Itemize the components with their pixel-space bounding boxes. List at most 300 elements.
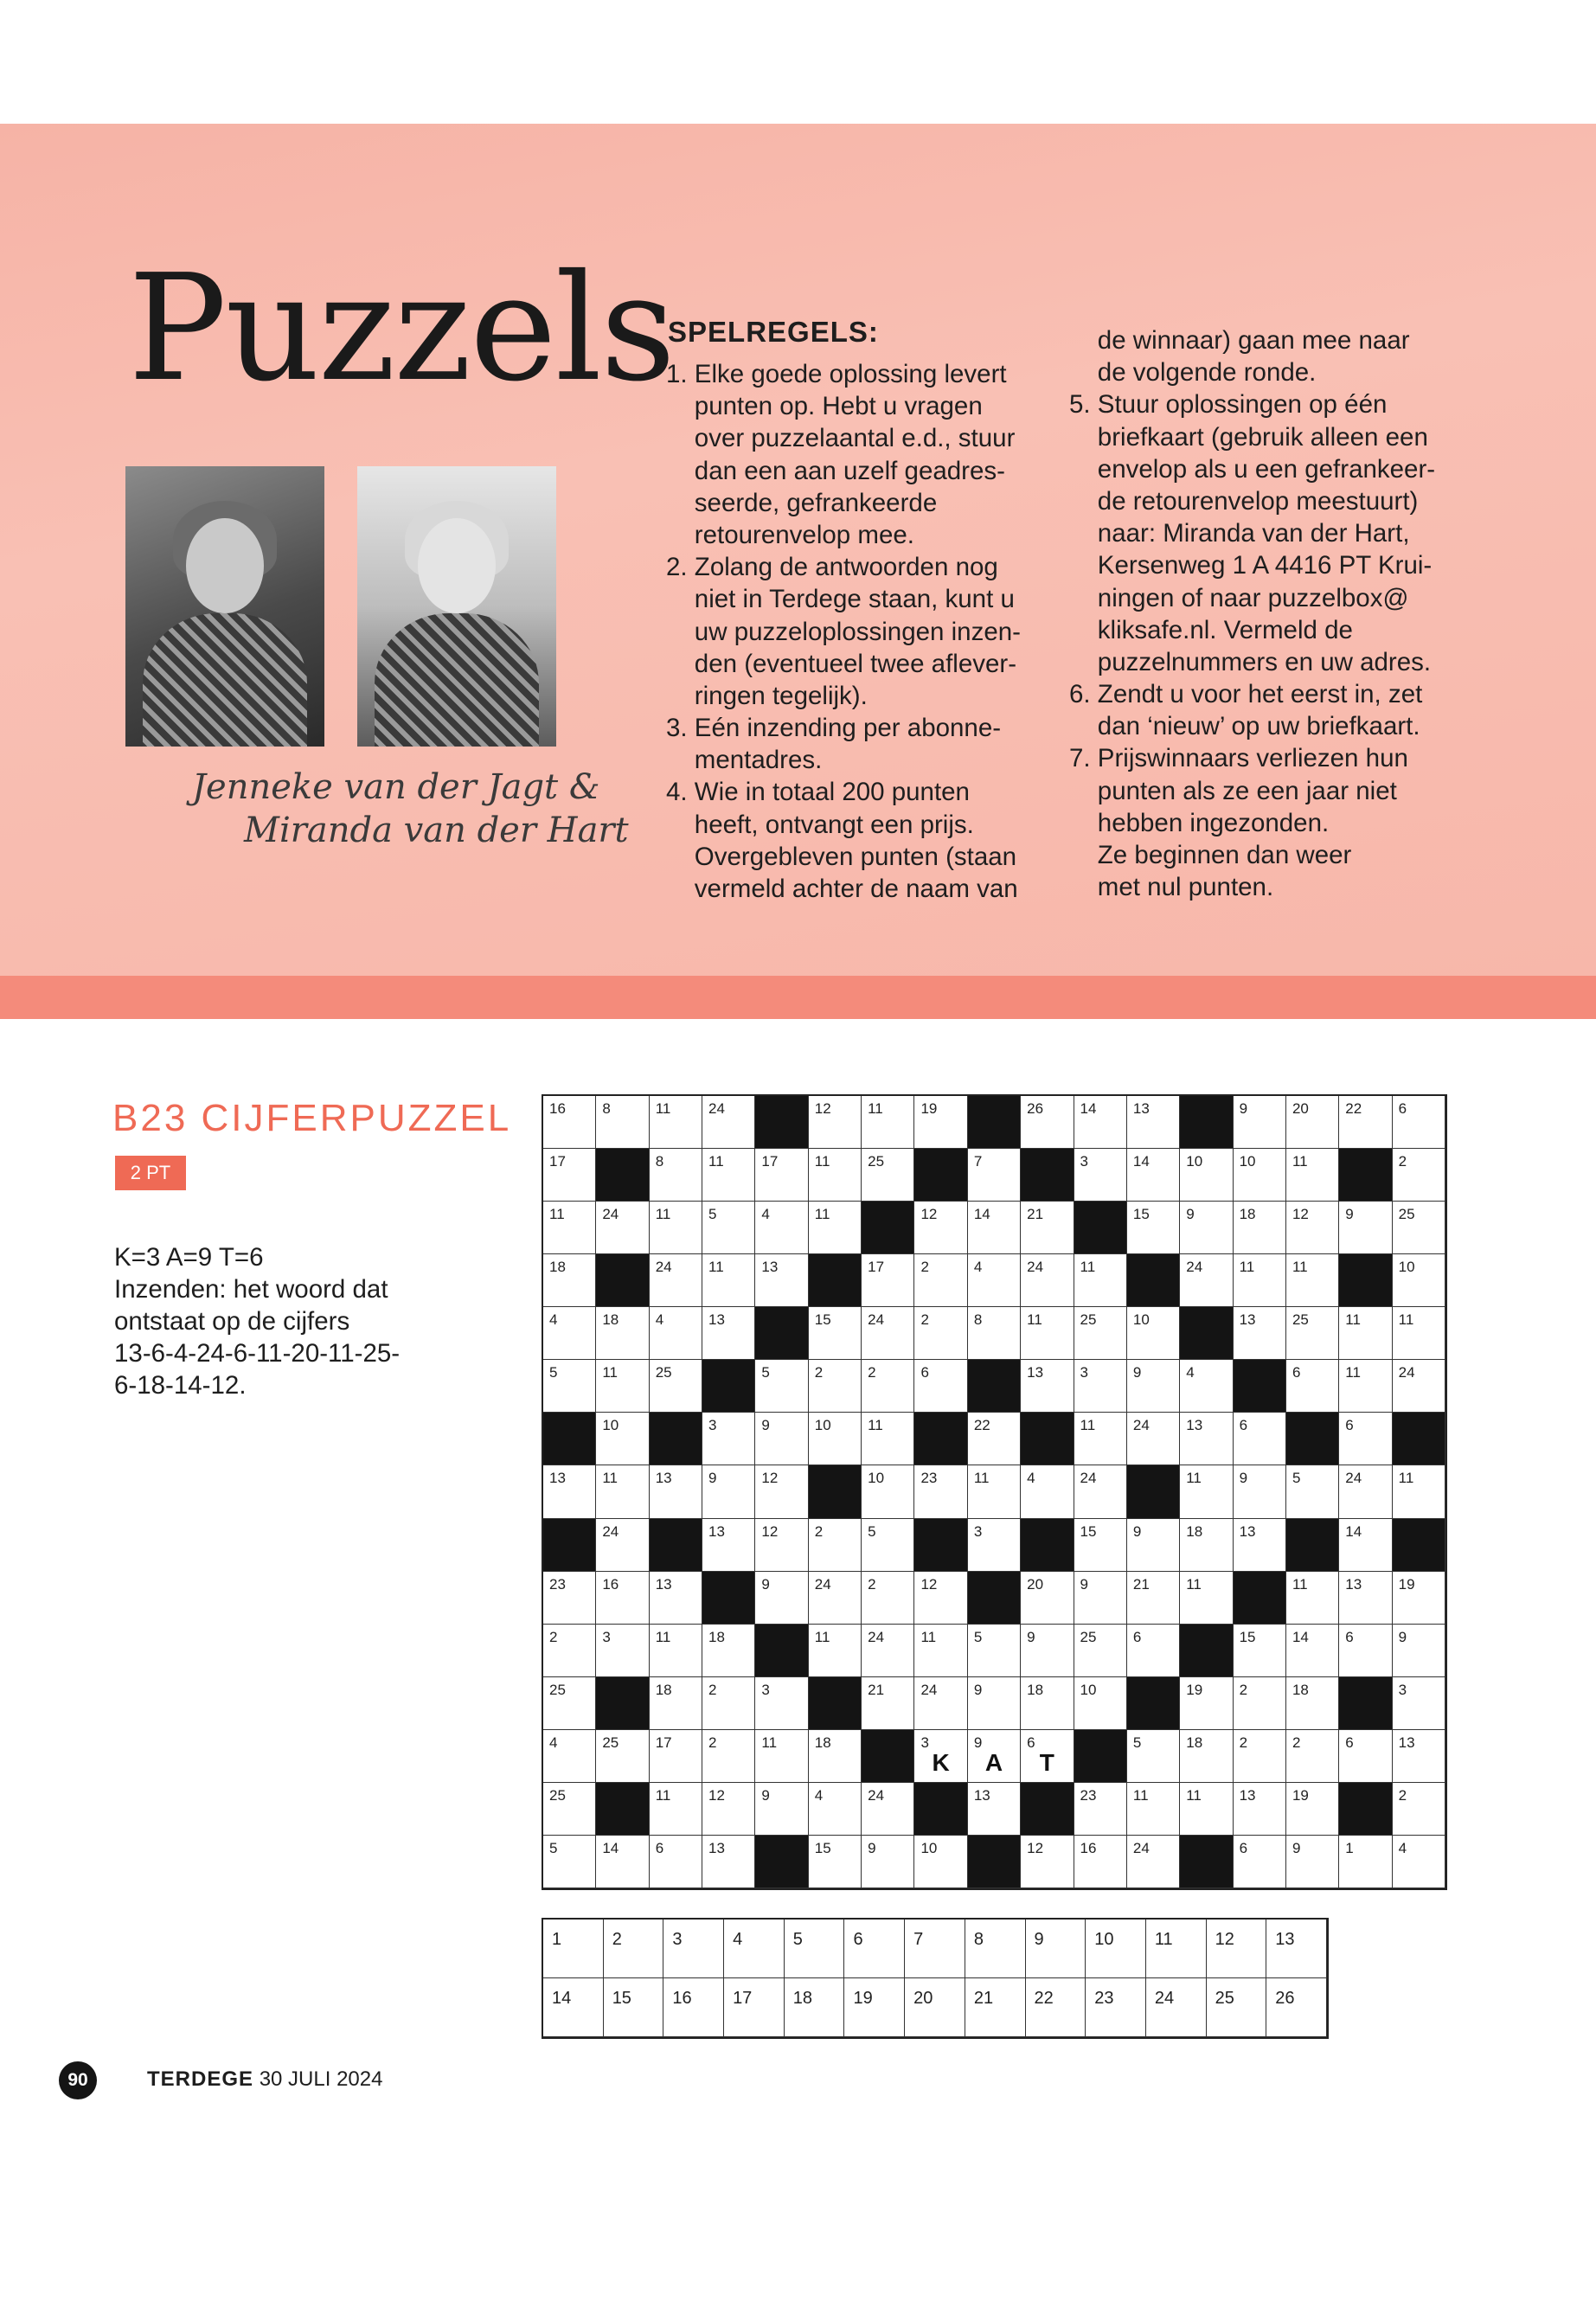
grid-cell[interactable] bbox=[968, 1677, 1021, 1730]
page-title: Puzzels bbox=[128, 243, 675, 414]
grid-cell[interactable] bbox=[914, 1677, 967, 1730]
grid-cell[interactable] bbox=[543, 1783, 596, 1836]
grid-cell[interactable] bbox=[702, 1413, 755, 1465]
grid-cell[interactable] bbox=[1180, 1202, 1233, 1254]
grid-cell[interactable] bbox=[596, 1202, 649, 1254]
grid-cell[interactable] bbox=[1393, 1096, 1445, 1149]
grid-cell[interactable] bbox=[543, 1202, 596, 1254]
grid-cell[interactable] bbox=[1127, 1519, 1180, 1572]
grid-cell[interactable] bbox=[1180, 1730, 1233, 1783]
grid-cell[interactable] bbox=[1074, 1307, 1127, 1360]
solution-cell[interactable] bbox=[1207, 1920, 1267, 1978]
grid-cell[interactable] bbox=[1286, 1836, 1339, 1888]
grid-cell[interactable] bbox=[862, 1307, 914, 1360]
solution-cell[interactable] bbox=[1146, 1978, 1207, 2037]
cell-number: 22 bbox=[973, 1417, 990, 1434]
grid-cell[interactable] bbox=[1074, 1783, 1127, 1836]
grid-cell[interactable] bbox=[543, 1360, 596, 1413]
grid-cell[interactable] bbox=[650, 1836, 702, 1888]
grid-cell[interactable] bbox=[809, 1096, 862, 1149]
grid-cell[interactable] bbox=[1234, 1783, 1286, 1836]
grid-cell[interactable] bbox=[968, 1254, 1021, 1307]
grid-cell[interactable] bbox=[914, 1096, 967, 1149]
black-cell bbox=[702, 1360, 755, 1413]
grid-cell[interactable] bbox=[702, 1783, 755, 1836]
grid-cell[interactable] bbox=[702, 1307, 755, 1360]
cell-number: 13 bbox=[1186, 1417, 1203, 1434]
grid-cell[interactable] bbox=[862, 1254, 914, 1307]
grid-cell[interactable] bbox=[1127, 1202, 1180, 1254]
cell-number: 18 bbox=[549, 1259, 566, 1276]
grid-cell[interactable] bbox=[1180, 1360, 1233, 1413]
grid-cell[interactable] bbox=[914, 1202, 967, 1254]
solution-cell[interactable] bbox=[844, 1920, 905, 1978]
cell-number: 21 bbox=[1027, 1206, 1044, 1223]
grid-cell[interactable] bbox=[968, 1730, 1021, 1783]
grid-cell[interactable] bbox=[543, 1465, 596, 1518]
cell-number: 18 bbox=[1292, 1681, 1309, 1698]
grid-cell[interactable] bbox=[809, 1307, 862, 1360]
grid-cell[interactable] bbox=[914, 1625, 967, 1677]
grid-cell[interactable] bbox=[862, 1677, 914, 1730]
grid-cell[interactable] bbox=[914, 1730, 967, 1783]
grid-cell[interactable] bbox=[1180, 1677, 1233, 1730]
grid-cell[interactable] bbox=[1339, 1625, 1392, 1677]
grid-cell[interactable] bbox=[1393, 1730, 1445, 1783]
grid-cell[interactable] bbox=[596, 1360, 649, 1413]
grid-cell[interactable] bbox=[862, 1465, 914, 1518]
grid-cell[interactable] bbox=[1234, 1730, 1286, 1783]
grid-cell[interactable] bbox=[1074, 1519, 1127, 1572]
cell-number: 15 bbox=[814, 1311, 831, 1329]
grid-cell[interactable] bbox=[1180, 1783, 1233, 1836]
cell-number: 18 bbox=[602, 1311, 619, 1329]
cell-number: 25 bbox=[868, 1153, 885, 1170]
grid-cell[interactable] bbox=[702, 1254, 755, 1307]
grid-cell[interactable] bbox=[914, 1836, 967, 1888]
grid-cell[interactable] bbox=[755, 1783, 808, 1836]
black-cell bbox=[809, 1254, 862, 1307]
grid-cell[interactable] bbox=[543, 1677, 596, 1730]
grid-cell[interactable] bbox=[1339, 1202, 1392, 1254]
grid-cell[interactable] bbox=[862, 1413, 914, 1465]
grid-cell[interactable] bbox=[1021, 1730, 1074, 1783]
grid-cell[interactable] bbox=[702, 1202, 755, 1254]
solution-cell[interactable] bbox=[1266, 1920, 1327, 1978]
grid-cell[interactable] bbox=[809, 1149, 862, 1202]
grid-cell[interactable] bbox=[650, 1254, 702, 1307]
solution-cell[interactable] bbox=[1266, 1978, 1327, 2037]
rule-line: 6. Zendt u voor het eerst in, zet bbox=[1069, 680, 1423, 709]
grid-cell[interactable] bbox=[1180, 1413, 1233, 1465]
solution-cell-number: 21 bbox=[973, 1989, 994, 2008]
grid-cell[interactable] bbox=[809, 1413, 862, 1465]
grid-cell[interactable] bbox=[1393, 1307, 1445, 1360]
grid-cell[interactable] bbox=[1234, 1149, 1286, 1202]
rule-line: ringen tegelijk). bbox=[666, 681, 868, 710]
cell-number: 13 bbox=[655, 1470, 672, 1487]
grid-cell[interactable] bbox=[1127, 1783, 1180, 1836]
grid-cell[interactable] bbox=[543, 1572, 596, 1625]
grid-cell[interactable] bbox=[1021, 1572, 1074, 1625]
black-cell bbox=[968, 1360, 1021, 1413]
grid-cell[interactable] bbox=[650, 1465, 702, 1518]
cell-number: 11 bbox=[973, 1470, 990, 1487]
solution-cell[interactable] bbox=[543, 1920, 604, 1978]
grid-cell[interactable] bbox=[1339, 1413, 1392, 1465]
grid-cell[interactable] bbox=[650, 1572, 702, 1625]
grid-cell[interactable] bbox=[1127, 1413, 1180, 1465]
solution-cell[interactable] bbox=[1086, 1920, 1146, 1978]
grid-cell[interactable] bbox=[543, 1254, 596, 1307]
solution-cell[interactable] bbox=[724, 1978, 785, 2037]
grid-cell[interactable] bbox=[1234, 1465, 1286, 1518]
grid-cell[interactable] bbox=[1286, 1625, 1339, 1677]
photo-miranda bbox=[357, 466, 556, 747]
rule-line: vermeld achter de naam van bbox=[666, 875, 1018, 903]
grid-cell[interactable] bbox=[650, 1307, 702, 1360]
grid-cell[interactable] bbox=[914, 1307, 967, 1360]
cell-number: 6 bbox=[655, 1839, 664, 1856]
grid-cell[interactable] bbox=[1127, 1836, 1180, 1888]
grid-cell[interactable] bbox=[1286, 1149, 1339, 1202]
grid-cell[interactable] bbox=[862, 1572, 914, 1625]
grid-cell[interactable] bbox=[650, 1677, 702, 1730]
grid-cell[interactable] bbox=[1021, 1202, 1074, 1254]
grid-cell[interactable] bbox=[1021, 1360, 1074, 1413]
grid-cell[interactable] bbox=[1234, 1254, 1286, 1307]
solution-cell[interactable] bbox=[965, 1920, 1026, 1978]
grid-cell[interactable] bbox=[968, 1149, 1021, 1202]
grid-cell[interactable] bbox=[1021, 1465, 1074, 1518]
solution-cell[interactable] bbox=[604, 1920, 664, 1978]
grid-cell[interactable] bbox=[755, 1572, 808, 1625]
grid-cell[interactable] bbox=[1339, 1465, 1392, 1518]
grid-cell[interactable] bbox=[968, 1625, 1021, 1677]
grid-cell[interactable] bbox=[1180, 1519, 1233, 1572]
grid-cell[interactable] bbox=[1286, 1677, 1339, 1730]
grid-cell[interactable] bbox=[596, 1307, 649, 1360]
grid-cell[interactable] bbox=[1074, 1360, 1127, 1413]
grid-cell[interactable] bbox=[968, 1202, 1021, 1254]
solution-cell[interactable] bbox=[1086, 1978, 1146, 2037]
grid-cell[interactable] bbox=[968, 1307, 1021, 1360]
grid-cell[interactable] bbox=[1234, 1519, 1286, 1572]
cell-number: 4 bbox=[1027, 1470, 1035, 1487]
solution-cell-number: 14 bbox=[552, 1989, 572, 2008]
grid-cell[interactable] bbox=[1393, 1836, 1445, 1888]
grid-cell[interactable] bbox=[1127, 1149, 1180, 1202]
solution-cell[interactable] bbox=[1026, 1920, 1086, 1978]
grid-cell[interactable] bbox=[1021, 1677, 1074, 1730]
grid-cell[interactable] bbox=[1180, 1149, 1233, 1202]
grid-cell[interactable] bbox=[1286, 1572, 1339, 1625]
grid-cell[interactable] bbox=[1234, 1625, 1286, 1677]
black-cell bbox=[809, 1465, 862, 1518]
grid-cell[interactable] bbox=[809, 1730, 862, 1783]
cell-number: 15 bbox=[814, 1839, 831, 1856]
grid-cell[interactable] bbox=[1286, 1360, 1339, 1413]
cell-number: 3 bbox=[973, 1522, 983, 1540]
solution-cell[interactable] bbox=[905, 1978, 965, 2037]
grid-cell[interactable] bbox=[1021, 1307, 1074, 1360]
grid-cell[interactable] bbox=[543, 1096, 596, 1149]
grid-cell[interactable] bbox=[1234, 1836, 1286, 1888]
cell-number: 4 bbox=[814, 1786, 824, 1804]
cell-number: 14 bbox=[1132, 1153, 1150, 1170]
grid-cell[interactable] bbox=[1074, 1465, 1127, 1518]
grid-cell[interactable] bbox=[543, 1836, 596, 1888]
grid-cell[interactable] bbox=[968, 1783, 1021, 1836]
grid-cell[interactable] bbox=[1234, 1413, 1286, 1465]
solution-cell-number: 9 bbox=[1034, 1930, 1044, 1949]
grid-cell[interactable] bbox=[1234, 1677, 1286, 1730]
grid-cell[interactable] bbox=[1339, 1307, 1392, 1360]
cell-number: 11 bbox=[708, 1259, 724, 1276]
grid-cell[interactable] bbox=[702, 1836, 755, 1888]
grid-cell[interactable] bbox=[809, 1360, 862, 1413]
grid-cell[interactable] bbox=[1234, 1096, 1286, 1149]
black-cell bbox=[596, 1254, 649, 1307]
grid-cell[interactable] bbox=[596, 1465, 649, 1518]
grid-cell[interactable] bbox=[1286, 1465, 1339, 1518]
grid-cell[interactable] bbox=[1339, 1360, 1392, 1413]
cell-number: 4 bbox=[973, 1259, 983, 1276]
grid-cell[interactable] bbox=[1393, 1254, 1445, 1307]
grid-cell[interactable] bbox=[1180, 1254, 1233, 1307]
grid-cell[interactable] bbox=[1234, 1307, 1286, 1360]
black-cell bbox=[596, 1783, 649, 1836]
cell-number: 17 bbox=[549, 1153, 566, 1170]
cell-number: 12 bbox=[761, 1522, 779, 1540]
grid-cell[interactable] bbox=[1074, 1677, 1127, 1730]
grid-cell[interactable] bbox=[1393, 1677, 1445, 1730]
grid-cell[interactable] bbox=[1286, 1254, 1339, 1307]
grid-cell[interactable] bbox=[596, 1519, 649, 1572]
grid-cell[interactable] bbox=[914, 1254, 967, 1307]
puzzle-title: B23 CIJFERPUZZEL bbox=[112, 1097, 512, 1139]
cell-number: 11 bbox=[868, 1100, 883, 1117]
grid-cell[interactable] bbox=[862, 1360, 914, 1413]
grid-cell[interactable] bbox=[755, 1202, 808, 1254]
grid-cell[interactable] bbox=[1127, 1360, 1180, 1413]
cell-number: 25 bbox=[1398, 1206, 1415, 1223]
grid-cell[interactable] bbox=[650, 1730, 702, 1783]
grid-cell[interactable] bbox=[1127, 1307, 1180, 1360]
cell-number: 2 bbox=[814, 1522, 824, 1540]
grid-cell[interactable] bbox=[1074, 1096, 1127, 1149]
rule-line: seerde, gefrankeerde bbox=[666, 488, 938, 517]
grid-cell[interactable] bbox=[650, 1202, 702, 1254]
grid-cell[interactable] bbox=[755, 1730, 808, 1783]
grid-cell[interactable] bbox=[702, 1519, 755, 1572]
black-cell bbox=[755, 1836, 808, 1888]
grid-cell[interactable] bbox=[1339, 1836, 1392, 1888]
grid-cell[interactable] bbox=[862, 1783, 914, 1836]
solution-cell-number: 2 bbox=[612, 1930, 622, 1949]
grid-cell[interactable] bbox=[1393, 1465, 1445, 1518]
cell-letter: A bbox=[984, 1748, 1003, 1776]
grid-cell[interactable] bbox=[1286, 1202, 1339, 1254]
grid-cell[interactable] bbox=[596, 1572, 649, 1625]
grid-cell[interactable] bbox=[1286, 1096, 1339, 1149]
grid-cell[interactable] bbox=[650, 1625, 702, 1677]
grid-cell[interactable] bbox=[702, 1677, 755, 1730]
grid-cell[interactable] bbox=[862, 1096, 914, 1149]
grid-cell[interactable] bbox=[1393, 1625, 1445, 1677]
cell-number: 11 bbox=[1027, 1311, 1042, 1329]
grid-cell[interactable] bbox=[1127, 1096, 1180, 1149]
grid-cell[interactable] bbox=[702, 1465, 755, 1518]
grid-cell[interactable] bbox=[1074, 1149, 1127, 1202]
black-cell bbox=[1074, 1202, 1127, 1254]
grid-cell[interactable] bbox=[755, 1254, 808, 1307]
solution-cell[interactable] bbox=[724, 1920, 785, 1978]
grid-cell[interactable] bbox=[1339, 1096, 1392, 1149]
grid-cell[interactable] bbox=[1180, 1465, 1233, 1518]
grid-cell[interactable] bbox=[1339, 1730, 1392, 1783]
grid-cell[interactable] bbox=[650, 1360, 702, 1413]
cell-number: 8 bbox=[655, 1153, 664, 1170]
grid-cell[interactable] bbox=[543, 1307, 596, 1360]
grid-cell[interactable] bbox=[543, 1625, 596, 1677]
rule-line: puzzelnummers en uw adres. bbox=[1069, 647, 1432, 676]
grid-cell[interactable] bbox=[596, 1413, 649, 1465]
grid-cell[interactable] bbox=[755, 1677, 808, 1730]
solution-cell[interactable] bbox=[1207, 1978, 1267, 2037]
grid-cell[interactable] bbox=[596, 1730, 649, 1783]
grid-cell[interactable] bbox=[862, 1519, 914, 1572]
cell-number: 11 bbox=[1292, 1575, 1308, 1593]
grid-cell[interactable] bbox=[1127, 1572, 1180, 1625]
cell-number: 11 bbox=[1080, 1259, 1096, 1276]
grid-cell[interactable] bbox=[650, 1096, 702, 1149]
solution-cell[interactable] bbox=[965, 1978, 1026, 2037]
grid-cell[interactable] bbox=[1339, 1572, 1392, 1625]
header-stripe bbox=[0, 976, 1596, 1019]
grid-cell[interactable] bbox=[1393, 1572, 1445, 1625]
grid-cell[interactable] bbox=[543, 1149, 596, 1202]
cell-number: 6 bbox=[920, 1364, 929, 1381]
grid-cell[interactable] bbox=[1393, 1202, 1445, 1254]
cell-number: 18 bbox=[814, 1734, 831, 1751]
solution-cell[interactable] bbox=[1026, 1978, 1086, 2037]
grid-cell[interactable] bbox=[968, 1465, 1021, 1518]
grid-cell[interactable] bbox=[1286, 1307, 1339, 1360]
grid-cell[interactable] bbox=[1074, 1625, 1127, 1677]
cell-number: 17 bbox=[655, 1734, 672, 1751]
grid-cell[interactable] bbox=[809, 1783, 862, 1836]
grid-cell[interactable] bbox=[596, 1096, 649, 1149]
grid-cell[interactable] bbox=[1074, 1572, 1127, 1625]
solution-cell[interactable] bbox=[785, 1920, 845, 1978]
cell-number: 5 bbox=[868, 1522, 876, 1540]
grid-cell[interactable] bbox=[1180, 1572, 1233, 1625]
grid-cell[interactable] bbox=[1074, 1836, 1127, 1888]
grid-cell[interactable] bbox=[702, 1730, 755, 1783]
cell-number: 2 bbox=[920, 1311, 929, 1329]
grid-cell[interactable] bbox=[702, 1149, 755, 1202]
grid-cell[interactable] bbox=[862, 1625, 914, 1677]
solution-cell-number: 23 bbox=[1094, 1989, 1114, 2008]
solution-cell[interactable] bbox=[905, 1920, 965, 1978]
cell-number: 15 bbox=[1239, 1628, 1256, 1645]
grid-cell[interactable] bbox=[914, 1465, 967, 1518]
grid-cell[interactable] bbox=[702, 1096, 755, 1149]
grid-cell[interactable] bbox=[650, 1783, 702, 1836]
solution-cell[interactable] bbox=[785, 1978, 845, 2037]
grid-cell[interactable] bbox=[755, 1360, 808, 1413]
grid-cell[interactable] bbox=[1127, 1625, 1180, 1677]
grid-cell[interactable] bbox=[1021, 1096, 1074, 1149]
grid-cell[interactable] bbox=[1234, 1202, 1286, 1254]
grid-cell[interactable] bbox=[1127, 1730, 1180, 1783]
grid-cell[interactable] bbox=[1339, 1519, 1392, 1572]
cell-number: 2 bbox=[549, 1628, 558, 1645]
grid-cell[interactable] bbox=[1393, 1783, 1445, 1836]
grid-cell[interactable] bbox=[968, 1413, 1021, 1465]
grid-cell[interactable] bbox=[596, 1836, 649, 1888]
grid-cell[interactable] bbox=[809, 1625, 862, 1677]
grid-cell[interactable] bbox=[1074, 1254, 1127, 1307]
grid-cell[interactable] bbox=[968, 1519, 1021, 1572]
grid-cell[interactable] bbox=[755, 1465, 808, 1518]
black-cell bbox=[914, 1413, 967, 1465]
black-cell bbox=[755, 1307, 808, 1360]
grid-cell[interactable] bbox=[809, 1202, 862, 1254]
grid-cell[interactable] bbox=[1286, 1783, 1339, 1836]
grid-cell[interactable] bbox=[1074, 1413, 1127, 1465]
grid-cell[interactable] bbox=[862, 1836, 914, 1888]
grid-cell[interactable] bbox=[914, 1360, 967, 1413]
grid-cell[interactable] bbox=[650, 1149, 702, 1202]
solution-cell[interactable] bbox=[1146, 1920, 1207, 1978]
grid-cell[interactable] bbox=[1021, 1254, 1074, 1307]
grid-cell[interactable] bbox=[1393, 1360, 1445, 1413]
grid-cell[interactable] bbox=[862, 1149, 914, 1202]
grid-cell[interactable] bbox=[755, 1149, 808, 1202]
cell-number: 8 bbox=[973, 1311, 983, 1329]
cell-number: 4 bbox=[655, 1311, 664, 1329]
cell-number: 19 bbox=[920, 1100, 938, 1117]
grid-cell[interactable] bbox=[1021, 1625, 1074, 1677]
rules-column-1 bbox=[666, 358, 1021, 905]
cell-number: 10 bbox=[1398, 1259, 1415, 1276]
rule-line: 3. Eén inzending per abonne- bbox=[666, 714, 1002, 743]
solution-cell[interactable] bbox=[663, 1978, 724, 2037]
grid-cell[interactable] bbox=[1286, 1730, 1339, 1783]
grid-cell[interactable] bbox=[755, 1519, 808, 1572]
grid-cell[interactable] bbox=[702, 1625, 755, 1677]
grid-cell[interactable] bbox=[914, 1572, 967, 1625]
solution-cell[interactable] bbox=[663, 1920, 724, 1978]
solution-cell[interactable] bbox=[543, 1978, 604, 2037]
solution-cell[interactable] bbox=[604, 1978, 664, 2037]
cell-number: 20 bbox=[1292, 1100, 1309, 1117]
grid-cell[interactable] bbox=[809, 1519, 862, 1572]
grid-cell[interactable] bbox=[1021, 1836, 1074, 1888]
grid-cell[interactable] bbox=[809, 1836, 862, 1888]
grid-cell[interactable] bbox=[809, 1572, 862, 1625]
grid-cell[interactable] bbox=[543, 1730, 596, 1783]
grid-cell[interactable] bbox=[1393, 1149, 1445, 1202]
grid-cell[interactable] bbox=[596, 1625, 649, 1677]
cell-number: 6 bbox=[1398, 1100, 1407, 1117]
solution-cell[interactable] bbox=[844, 1978, 905, 2037]
cell-number: 6 bbox=[1027, 1734, 1035, 1751]
grid-cell[interactable] bbox=[755, 1413, 808, 1465]
cell-number: 21 bbox=[1132, 1575, 1150, 1593]
